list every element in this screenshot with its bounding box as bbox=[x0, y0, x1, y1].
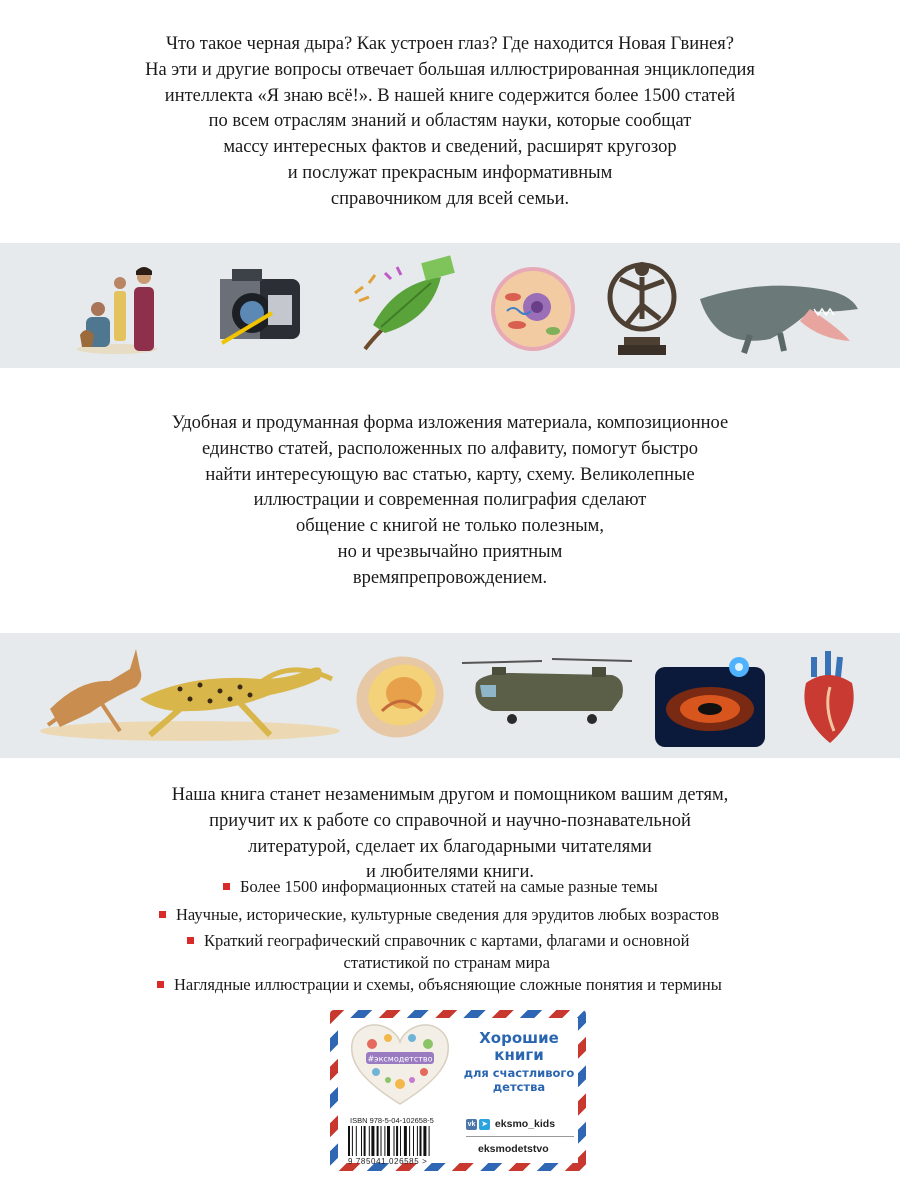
barcode-bar bbox=[377, 1126, 379, 1156]
list-item-text: Наглядные иллюстрации и схемы, объясняющие сложные понятия и термины bbox=[174, 975, 722, 994]
barcode-bar bbox=[381, 1126, 382, 1156]
helicopter-illustration bbox=[462, 653, 632, 739]
bullet-square-icon bbox=[157, 981, 164, 988]
illustration-strip-top bbox=[0, 243, 900, 368]
list-item bbox=[240, 876, 658, 898]
barcode-number: 9 785041 026585 > bbox=[348, 1157, 428, 1166]
barcode-bar bbox=[364, 1126, 366, 1156]
list-item-text: Более 1500 информационных статей на самые разные темы bbox=[240, 877, 658, 896]
list-item bbox=[176, 904, 719, 926]
middle-line: но и чрезвычайно приятным bbox=[337, 541, 563, 562]
site-handle[interactable]: eksmodetstvo bbox=[478, 1143, 549, 1155]
telegram-icon: ➤ bbox=[479, 1119, 490, 1130]
stamp-subheading-line: для счастливого bbox=[463, 1066, 575, 1080]
middle-line: иллюстрации и современная полиграфия сделают bbox=[253, 490, 647, 511]
barcode-bar bbox=[413, 1126, 414, 1156]
barcode-bar bbox=[361, 1126, 362, 1156]
stamp-heading bbox=[458, 1030, 580, 1064]
closing-line: приучит их к работе со справочной и научно-познавательной bbox=[209, 810, 691, 831]
barcode-bar bbox=[387, 1126, 390, 1156]
statue-illustration bbox=[602, 249, 682, 361]
ancient-people-illustration bbox=[72, 257, 172, 357]
galaxy-illustration bbox=[655, 647, 765, 747]
bullet-square-icon bbox=[223, 883, 230, 890]
middle-line: Удобная и продуманная форма изложения материала, композиционное bbox=[171, 413, 729, 433]
social-handle[interactable]: eksmo_kids bbox=[494, 1118, 556, 1130]
crocodile-illustration bbox=[700, 269, 860, 359]
barcode-bar bbox=[404, 1126, 407, 1156]
barcode-bar bbox=[396, 1126, 398, 1156]
illustration-strip-bottom bbox=[0, 633, 900, 758]
closing-line: и любителями книги. bbox=[365, 862, 535, 883]
barcode-bar bbox=[400, 1126, 401, 1156]
barcode-bar bbox=[417, 1126, 418, 1156]
middle-paragraph bbox=[0, 411, 900, 592]
stamp-heading-line: Хорошие bbox=[479, 1029, 559, 1047]
stamp-subheading bbox=[458, 1066, 580, 1094]
heart-anatomy-illustration bbox=[794, 647, 862, 747]
middle-line: времяпрепровождением. bbox=[352, 567, 548, 588]
intro-line: интеллекта «Я знаю всё!». В нашей книге содержится более 1500 статей bbox=[164, 85, 736, 106]
barcode-bar bbox=[420, 1126, 422, 1156]
intro-line: массу интересных фактов и сведений, расширят кругозор bbox=[223, 137, 677, 158]
barcode-bar bbox=[371, 1126, 374, 1156]
heart-tag: #эксмодетство bbox=[367, 1054, 433, 1064]
list-item bbox=[174, 974, 722, 996]
isbn: ISBN 978-5-04-102658-5 bbox=[350, 1116, 434, 1125]
barcode-bar bbox=[352, 1126, 353, 1156]
bullet-square-icon bbox=[187, 937, 194, 944]
stamp-inner bbox=[338, 1018, 578, 1166]
list-item-text: Научные, исторические, культурные сведения для эрудитов любых возрастов bbox=[176, 905, 720, 924]
list-item bbox=[204, 930, 690, 974]
barcode bbox=[348, 1126, 452, 1156]
divider bbox=[466, 1136, 574, 1137]
intro-line: справочником для всей семьи. bbox=[330, 188, 570, 209]
barcode-bar bbox=[369, 1126, 370, 1156]
stamp-subheading-line: детства bbox=[492, 1080, 546, 1094]
social-handle-row bbox=[466, 1118, 555, 1130]
cheetah-gazelle-illustration bbox=[40, 639, 340, 749]
barcode-bar bbox=[409, 1126, 410, 1156]
publisher-stamp bbox=[330, 1010, 586, 1171]
closing-line: Наша книга станет незаменимым другом и помощником вашим детям, bbox=[171, 785, 729, 805]
barcode-bar bbox=[423, 1126, 426, 1156]
intro-line: На эти и другие вопросы отвечает большая иллюстрированная энциклопедия bbox=[145, 59, 755, 80]
closing-paragraph bbox=[0, 783, 900, 886]
camera-cutaway-illustration bbox=[212, 259, 312, 355]
barcode-bar bbox=[348, 1126, 350, 1156]
barcode-bar bbox=[356, 1126, 357, 1156]
intro-line: по всем отраслям знаний и областям науки, которые сообщат bbox=[208, 111, 692, 132]
stamp-heading-line: книги bbox=[494, 1046, 544, 1064]
barcode-bar bbox=[384, 1126, 385, 1156]
egg-embryo-illustration bbox=[352, 651, 448, 743]
cell-illustration bbox=[487, 263, 579, 355]
bullet-square-icon bbox=[159, 911, 166, 918]
barcode-bar bbox=[429, 1126, 430, 1156]
vk-icon: vk bbox=[467, 1120, 476, 1128]
closing-line: литературой, сделает их благодарными читателями bbox=[248, 836, 652, 857]
middle-line: единство статей, расположенных по алфавиту, помогут быстро bbox=[202, 438, 698, 459]
barcode-bar bbox=[394, 1126, 395, 1156]
intro-paragraph bbox=[0, 32, 900, 213]
leaf-cells-illustration bbox=[345, 253, 463, 358]
heart-logo-icon bbox=[348, 1022, 452, 1108]
intro-line: Что такое черная дыра? Как устроен глаз? Где находится Новая Гвинея? bbox=[166, 34, 734, 54]
list-item-text-continued: статистикой по странам мира bbox=[343, 953, 550, 972]
intro-line: и послужат прекрасным информативным bbox=[287, 162, 613, 183]
middle-line: найти интересующую вас статью, карту, схему. Великолепные bbox=[205, 464, 695, 485]
list-item-text: Краткий географический справочник с картами, флагами и основной bbox=[204, 931, 690, 950]
middle-line: общение с книгой не только полезным, bbox=[295, 516, 604, 537]
